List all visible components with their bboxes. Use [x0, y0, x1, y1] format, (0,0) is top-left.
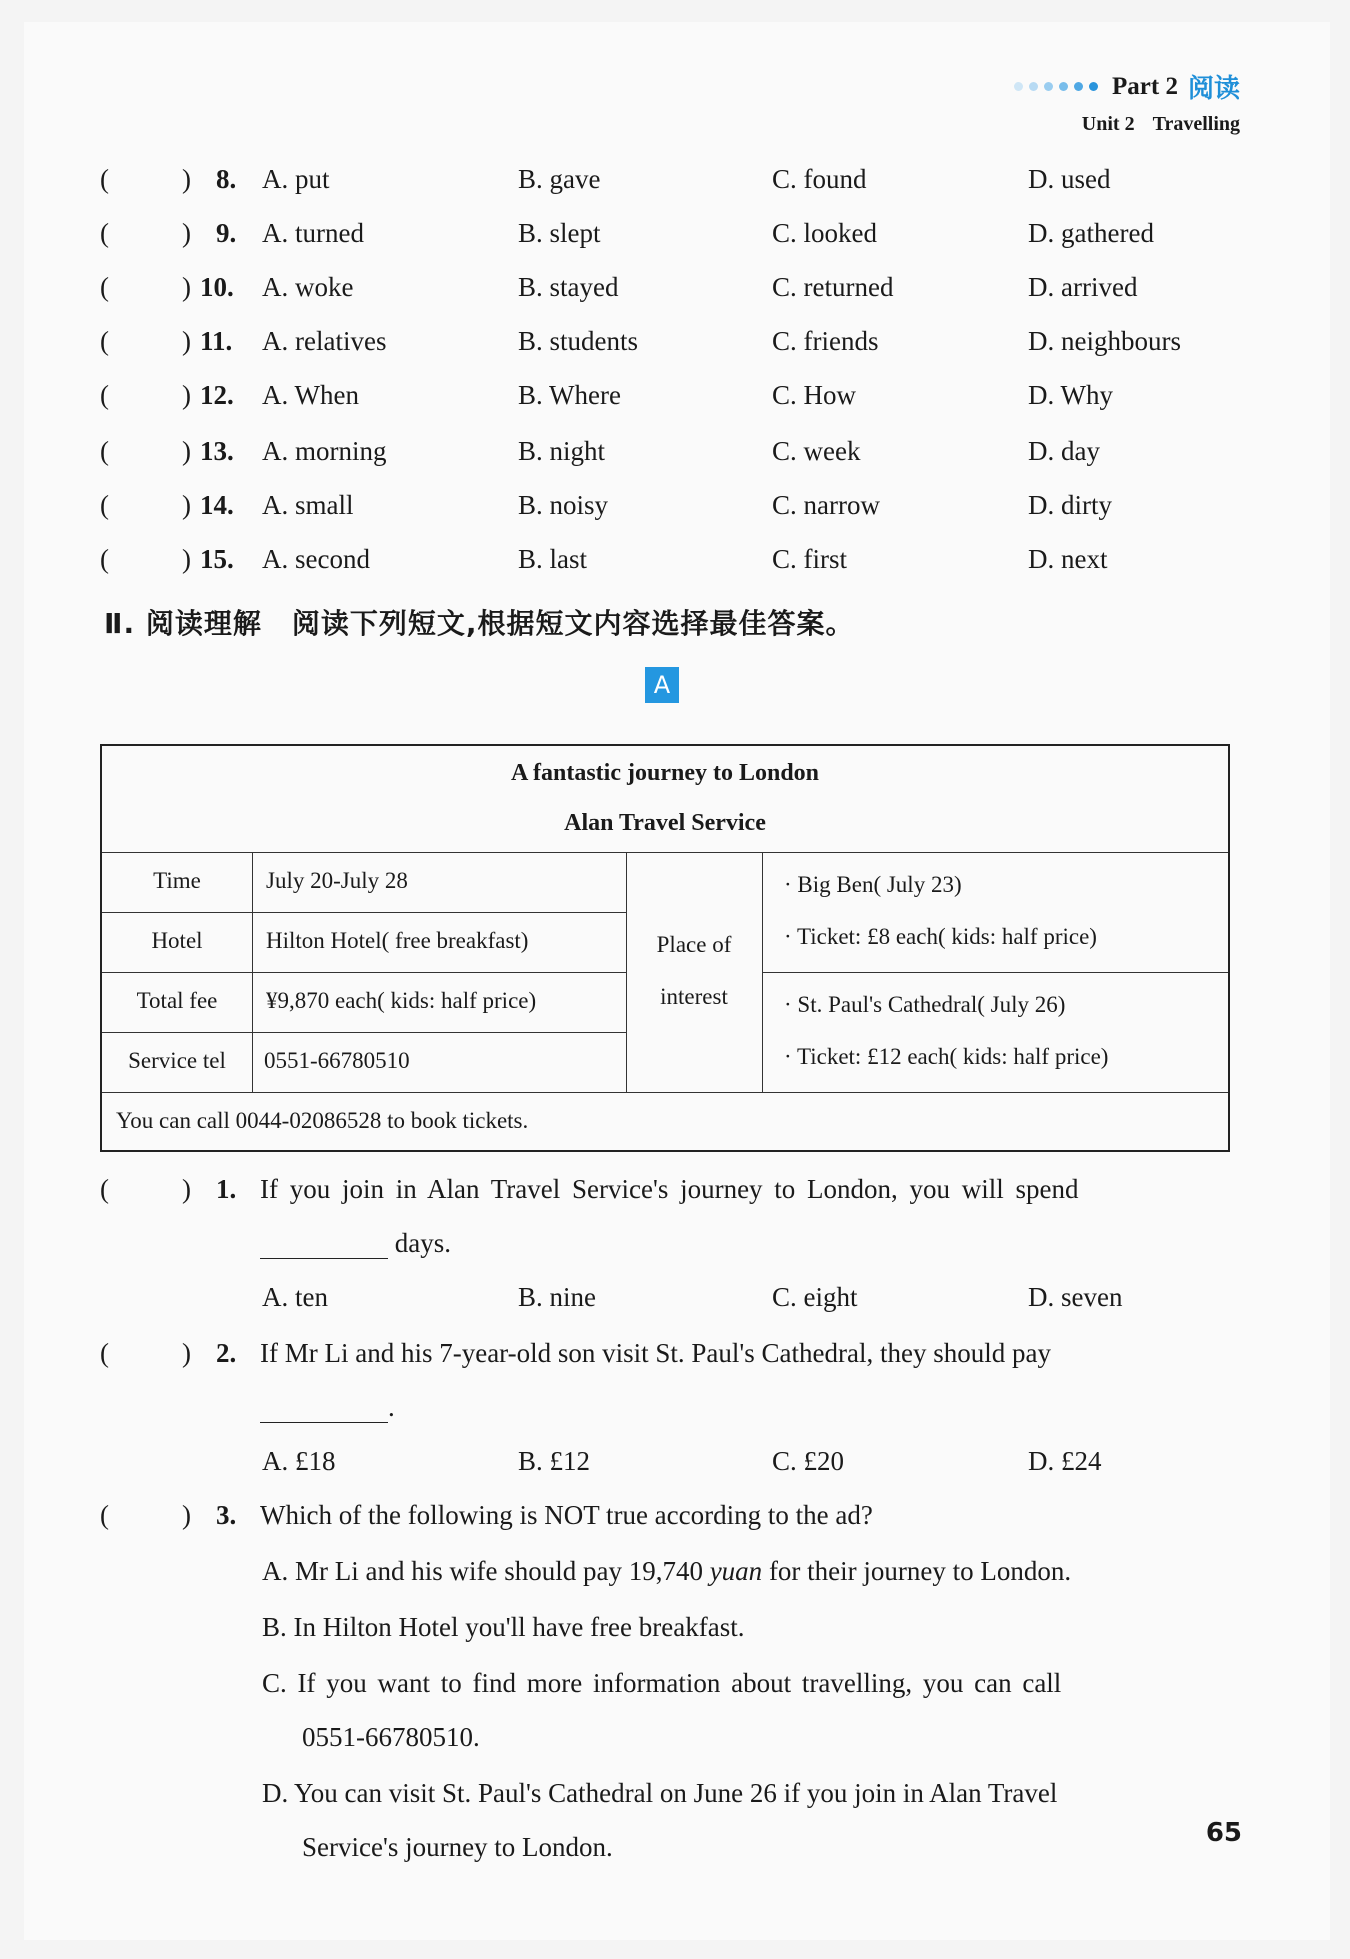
option-c: C. found: [772, 164, 867, 194]
option-d: D. dirty: [1028, 490, 1112, 520]
option-a-text: A. Mr Li and his wife should pay 19,740: [262, 1556, 703, 1586]
option-c: C. first: [772, 544, 848, 574]
option-d: D. next: [1028, 544, 1108, 574]
question-number: 8.: [216, 164, 237, 194]
answer-paren-open: (: [100, 326, 109, 356]
hotel-label: Hotel: [151, 928, 203, 953]
fee-value: ¥9,870 each( kids: half price): [266, 988, 537, 1013]
option-d: D. Why: [1028, 380, 1113, 410]
question-text-cont: .: [388, 1392, 395, 1422]
time-value: July 20-July 28: [266, 868, 408, 893]
option-a: A. turned: [262, 218, 364, 248]
option-d: D. gathered: [1028, 218, 1154, 248]
option-c: C. narrow: [772, 490, 880, 520]
answer-paren-open: (: [100, 272, 109, 302]
answer-paren-close: ): [182, 218, 191, 248]
option-a: A. woke: [262, 272, 354, 302]
option-a: A. ten: [262, 1282, 328, 1312]
question-number: 1.: [216, 1174, 237, 1204]
place2-name: · St. Paul's Cathedral( July 26): [784, 992, 1066, 1017]
question-number: 2.: [216, 1338, 237, 1368]
question-number: 3.: [216, 1500, 237, 1530]
option-c: C. How: [772, 380, 857, 410]
dot: [1044, 82, 1053, 91]
option-b: B. £12: [518, 1446, 591, 1476]
answer-paren-open: (: [100, 1500, 109, 1530]
option-a: A. second: [262, 544, 370, 574]
option-c: C. returned: [772, 272, 894, 302]
question-number: 14.: [200, 490, 234, 520]
question-3-option-c: C. If you want to find more information about travelling, you can call: [262, 1668, 1062, 1698]
answer-paren-open: (: [100, 164, 109, 194]
option-a: A. relatives: [262, 326, 387, 356]
answer-paren-open: (: [100, 1338, 109, 1368]
option-d: D. used: [1028, 164, 1111, 194]
answer-blank: [260, 1396, 388, 1423]
header-unit: Unit 2: [1081, 113, 1135, 135]
header-dots: [1014, 82, 1098, 91]
question-number: 15.: [200, 544, 234, 574]
table-rule: [102, 912, 626, 913]
question-number: 13.: [200, 436, 234, 466]
option-c: C. looked: [772, 218, 877, 248]
answer-paren-close: ): [182, 326, 191, 356]
answer-paren-open: (: [100, 544, 109, 574]
ad-title: A fantastic journey to London: [510, 760, 820, 786]
option-b: B. gave: [518, 164, 601, 194]
section-heading: [104, 602, 854, 642]
option-a: A. small: [262, 490, 354, 520]
table-rule: [102, 1032, 626, 1033]
option-a-emphasis: yuan: [709, 1556, 763, 1586]
question-3-option-a: [262, 1556, 1071, 1587]
place1-ticket: · Ticket: £8 each( kids: half price): [784, 924, 1097, 949]
question-text: If you join in Alan Travel Service's journey to London, you will spend: [260, 1174, 1079, 1204]
place-label-line2: interest: [660, 984, 728, 1009]
table-rule: [762, 852, 763, 1092]
section-instruction: 阅读下列短文,根据短文内容选择最佳答案。: [291, 607, 855, 640]
question-1-cont: [260, 1228, 451, 1259]
answer-paren-open: (: [100, 218, 109, 248]
option-c: C. £20: [772, 1446, 845, 1476]
option-b: B. Where: [518, 380, 621, 410]
question-2-cont: [260, 1392, 395, 1423]
dot: [1074, 82, 1083, 91]
option-a: A. morning: [262, 436, 387, 466]
option-d: D. neighbours: [1028, 326, 1181, 356]
option-a: A. When: [262, 380, 359, 410]
page-header: [1014, 68, 1240, 136]
ad-footer: You can call 0044-02086528 to book tickets.: [116, 1108, 529, 1133]
answer-paren-close: ): [182, 1174, 191, 1204]
table-rule: [102, 972, 626, 973]
question-2: [100, 1338, 1230, 1378]
option-b: B. slept: [518, 218, 601, 248]
table-rule: [252, 852, 253, 1092]
dot: [1089, 82, 1098, 91]
option-b: B. night: [518, 436, 606, 466]
answer-paren-open: (: [100, 436, 109, 466]
tel-value: 0551-66780510: [264, 1048, 410, 1073]
place-label-line1: Place of: [656, 932, 732, 957]
question-3-option-d-cont: Service's journey to London.: [302, 1832, 613, 1862]
question-number: 11.: [200, 326, 233, 356]
option-c: C. week: [772, 436, 861, 466]
option-a-text-end: for their journey to London.: [768, 1556, 1072, 1586]
passage-badge: A: [645, 667, 679, 703]
question-text: If Mr Li and his 7-year-old son visit St. Paul's Cathedral, they should pay: [260, 1338, 1051, 1368]
answer-paren-close: ): [182, 544, 191, 574]
question-number: 10.: [200, 272, 234, 302]
dot: [1059, 82, 1068, 91]
question-1: [100, 1174, 1230, 1214]
header-part: Part 2: [1112, 72, 1178, 100]
option-d: D. arrived: [1028, 272, 1138, 302]
option-a: A. put: [262, 164, 330, 194]
option-c: C. friends: [772, 326, 879, 356]
option-b: B. last: [518, 544, 588, 574]
option-b: B. noisy: [518, 490, 609, 520]
answer-paren-close: ): [182, 272, 191, 302]
option-a: A. £18: [262, 1446, 336, 1476]
page-number: 65: [1205, 1818, 1242, 1848]
section-label: Ⅱ. 阅读理解: [104, 607, 262, 640]
dot: [1014, 82, 1023, 91]
answer-paren-close: ): [182, 164, 191, 194]
ad-subtitle: Alan Travel Service: [564, 810, 766, 836]
option-b: B. nine: [518, 1282, 596, 1312]
option-d: D. seven: [1028, 1282, 1123, 1312]
option-d: D. day: [1028, 436, 1100, 466]
answer-paren-close: ): [182, 436, 191, 466]
table-rule: [102, 1092, 1228, 1093]
question-3-option-b: B. In Hilton Hotel you'll have free breakfast.: [262, 1612, 745, 1642]
question-text: Which of the following is NOT true according to the ad?: [260, 1500, 873, 1530]
tel-label: Service tel: [128, 1048, 226, 1073]
ad-table: [100, 744, 1230, 1152]
answer-paren-open: (: [100, 1174, 109, 1204]
option-d: D. £24: [1028, 1446, 1102, 1476]
table-rule: [102, 852, 1228, 853]
option-b: B. stayed: [518, 272, 619, 302]
question-3: [100, 1500, 1230, 1540]
dot: [1029, 82, 1038, 91]
header-unit-title: Travelling: [1152, 113, 1240, 135]
answer-paren-close: ): [182, 380, 191, 410]
question-number: 12.: [200, 380, 234, 410]
place2-ticket: · Ticket: £12 each( kids: half price): [784, 1044, 1109, 1069]
header-part-cn: 阅读: [1187, 74, 1240, 104]
time-label: Time: [153, 868, 201, 893]
place1-name: · Big Ben( July 23): [784, 872, 962, 897]
hotel-value: Hilton Hotel( free breakfast): [266, 928, 529, 953]
answer-paren-close: ): [182, 490, 191, 520]
answer-paren-close: ): [182, 1500, 191, 1530]
table-rule: [762, 972, 1228, 973]
option-b: B. students: [518, 326, 639, 356]
option-c: C. eight: [772, 1282, 858, 1312]
question-3-option-c-cont: 0551-66780510.: [302, 1722, 480, 1752]
question-3-option-d: D. You can visit St. Paul's Cathedral on June 26 if you join in Alan Travel: [262, 1778, 1058, 1808]
answer-paren-open: (: [100, 380, 109, 410]
answer-paren-close: ): [182, 1338, 191, 1368]
question-number: 9.: [216, 218, 237, 248]
table-rule: [626, 852, 627, 1092]
fee-label: Total fee: [136, 988, 218, 1013]
answer-paren-open: (: [100, 490, 109, 520]
answer-blank: [260, 1232, 388, 1259]
question-text-cont: days.: [394, 1228, 451, 1258]
